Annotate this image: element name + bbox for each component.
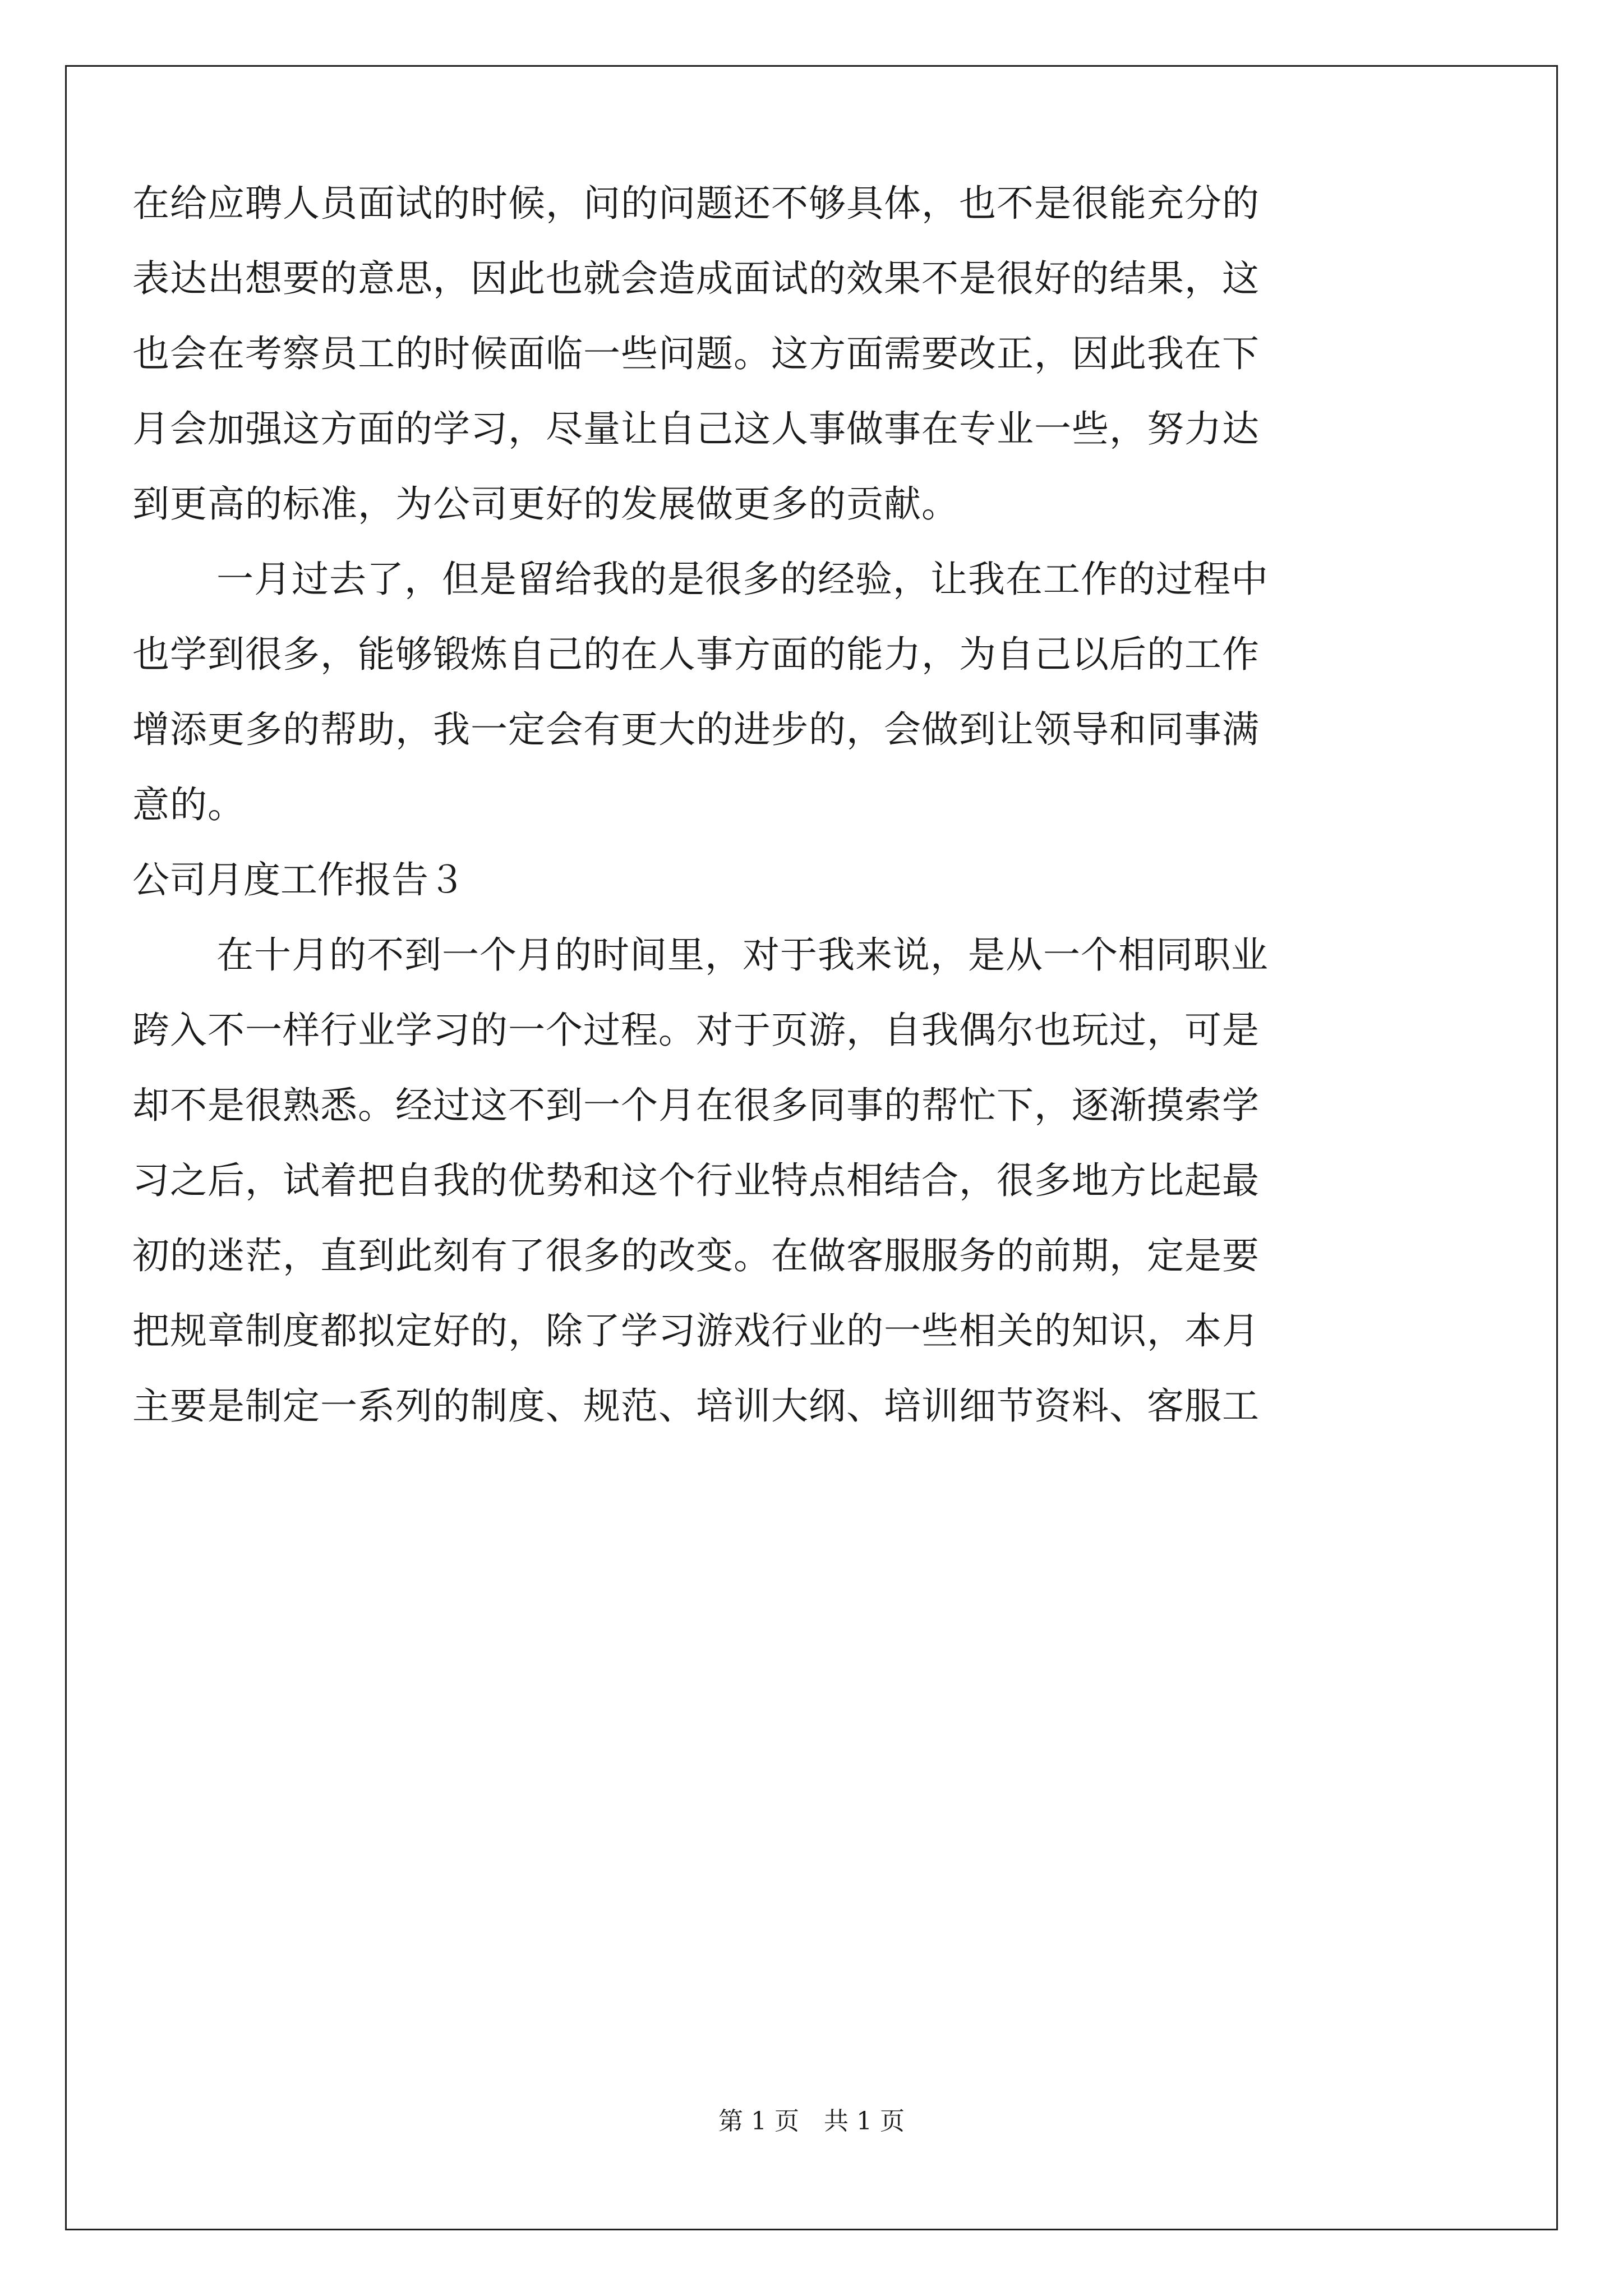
text-line: 把规章制度都拟定好的，除了学习游戏行业的一些相关的知识，本月: [132, 1309, 1260, 1352]
text-line: 增添更多的帮助，我一定会有更大的进步的，会做到让领导和同事满: [132, 708, 1260, 751]
text-line: 习之后，试着把自我的优势和这个行业特点相结合，很多地方比起最: [132, 1159, 1260, 1202]
text-line: 在给应聘人员面试的时候，问的问题还不够具体，也不是很能充分的: [132, 182, 1260, 225]
paragraph-3: [132, 918, 1428, 1444]
text-line: 到更高的标准，为公司更好的发展做更多的贡献。: [132, 482, 959, 526]
section-heading: 公司月度工作报告３: [132, 858, 465, 901]
text-line: 表达出想要的意思，因此也就会造成面试的效果不是很好的结果，这: [132, 257, 1260, 300]
page-footer: 第 1 页 共 1 页: [718, 2107, 905, 2136]
text-line: 跨入不一样行业学习的一个过程。对于页游，自我偶尔也玩过，可是: [132, 1009, 1260, 1052]
text-line: 初的迷茫，直到此刻有了很多的改变。在做客服服务的前期，定是要: [132, 1234, 1260, 1277]
text-line: 也会在考察员工的时候面临一些问题。这方面需要改正，因此我在下: [132, 332, 1260, 375]
document-body: [132, 166, 1428, 1444]
text-line: 主要是制定一系列的制度、规范、培训大纲、培训细节资料、客服工: [132, 1384, 1260, 1428]
text-line: 意的。: [132, 783, 245, 826]
paragraph-2: [132, 542, 1428, 843]
text-line: 也学到很多，能够锻炼自己的在人事方面的能力，为自己以后的工作: [132, 633, 1260, 676]
text-line: 月会加强这方面的学习，尽量让自己这人事做事在专业一些，努力达: [132, 407, 1260, 450]
paragraph-1: [132, 166, 1428, 542]
text-line: 一月过去了，但是留给我的是很多的经验，让我在工作的过程中: [216, 558, 1269, 601]
text-line: 在十月的不到一个月的时间里，对于我来说，是从一个相同职业: [216, 933, 1269, 977]
text-line: 却不是很熟悉。经过这不到一个月在很多同事的帮忙下，逐渐摸索学: [132, 1084, 1260, 1127]
